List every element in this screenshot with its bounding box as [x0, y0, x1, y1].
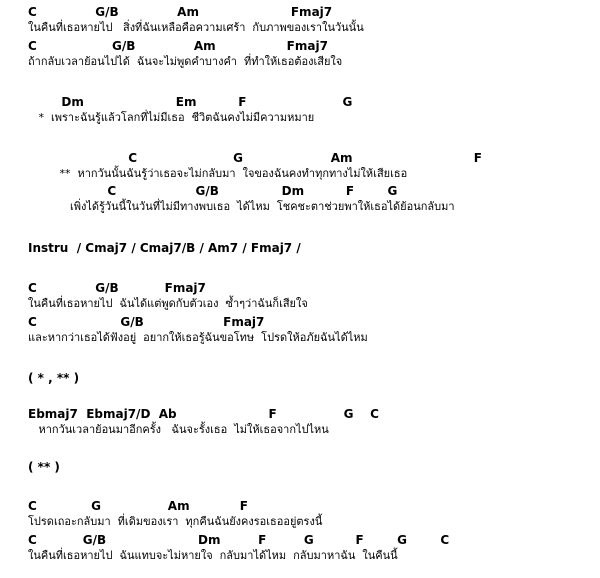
lyric-line-3: * เพราะฉันรู้แล้วโลกที่ไม่มีเธอ ชีวิตฉันคงไม่มีความหมาย [28, 111, 315, 124]
instrumental-line: Instru / Cmaj7 / Cmaj7/B / Am7 / Fmaj7 / [28, 241, 301, 255]
chord-line-4: C G Am F [28, 151, 482, 165]
lyric-line-6: ในคืนที่เธอหายไป ฉันได้แต่พูดกับตัวเอง ซ้ำๆว่าฉันก็เสียใจ [28, 297, 308, 310]
lyric-line-8: หากวันเวลาย้อนมาอีกครั้ง ฉันจะรั้งเธอ ไม่ให้เธอจากไปไหน [28, 423, 329, 436]
chord-line-8: Ebmaj7 Ebmaj7/D Ab F G C [28, 407, 379, 421]
lyric-line-5: เพิ่งได้รู้วันนี้ในวันที่ไม่มีทางพบเธอ ได้ไหม โชคชะตาช่วยพาให้เธอได้ย้อนกลับมา [28, 200, 455, 213]
chord-line-3: Dm Em F G [28, 95, 353, 109]
lyric-line-1: ในคืนที่เธอหายไป สิ่งที่ฉันเหลือคือความเศร้า กับภาพของเราในวันนั้น [28, 21, 364, 34]
chord-line-2: C G/B Am Fmaj7 [28, 39, 328, 53]
lyric-line-7: และหากว่าเธอได้ฟังอยู่ อยากให้เธอรู้ฉันขอโทษ โปรดให้อภัยฉันได้ไหม [28, 331, 368, 344]
lyric-line-4: ** หากวันนั้นฉันรู้ว่าเธอจะไม่กลับมา ใจของฉันคงทำทุกทางไม่ให้เสียเธอ [28, 167, 408, 180]
chord-line-10: C G/B Dm F G F G C [28, 533, 450, 547]
chord-line-9: C G Am F [28, 499, 248, 513]
chord-line-7: C G/B Fmaj7 [28, 315, 265, 329]
lyric-line-10: ในคืนที่เธอหายไป ฉันแทบจะไม่หายใจ กลับมาได้ไหม กลับมาหาฉัน ในคืนนี้ [28, 549, 398, 562]
lyric-line-9: โปรดเถอะกลับมา ที่เดิมของเรา ทุกคืนฉันยังคงรอเธออยู่ตรงนี้ [28, 515, 323, 528]
chord-line-1: C G/B Am Fmaj7 [28, 5, 333, 19]
lyric-line-2: ถ้ากลับเวลาย้อนไปได้ ฉันจะไม่พูดคำบางคำ ที่ทำให้เธอต้องเสียใจ [28, 55, 343, 68]
repeat-marker-1: ( * , ** ) [28, 371, 80, 385]
chord-line-5: C G/B Dm F G [28, 184, 398, 198]
chord-line-6: C G/B Fmaj7 [28, 281, 206, 295]
repeat-marker-2: ( ** ) [28, 460, 60, 474]
